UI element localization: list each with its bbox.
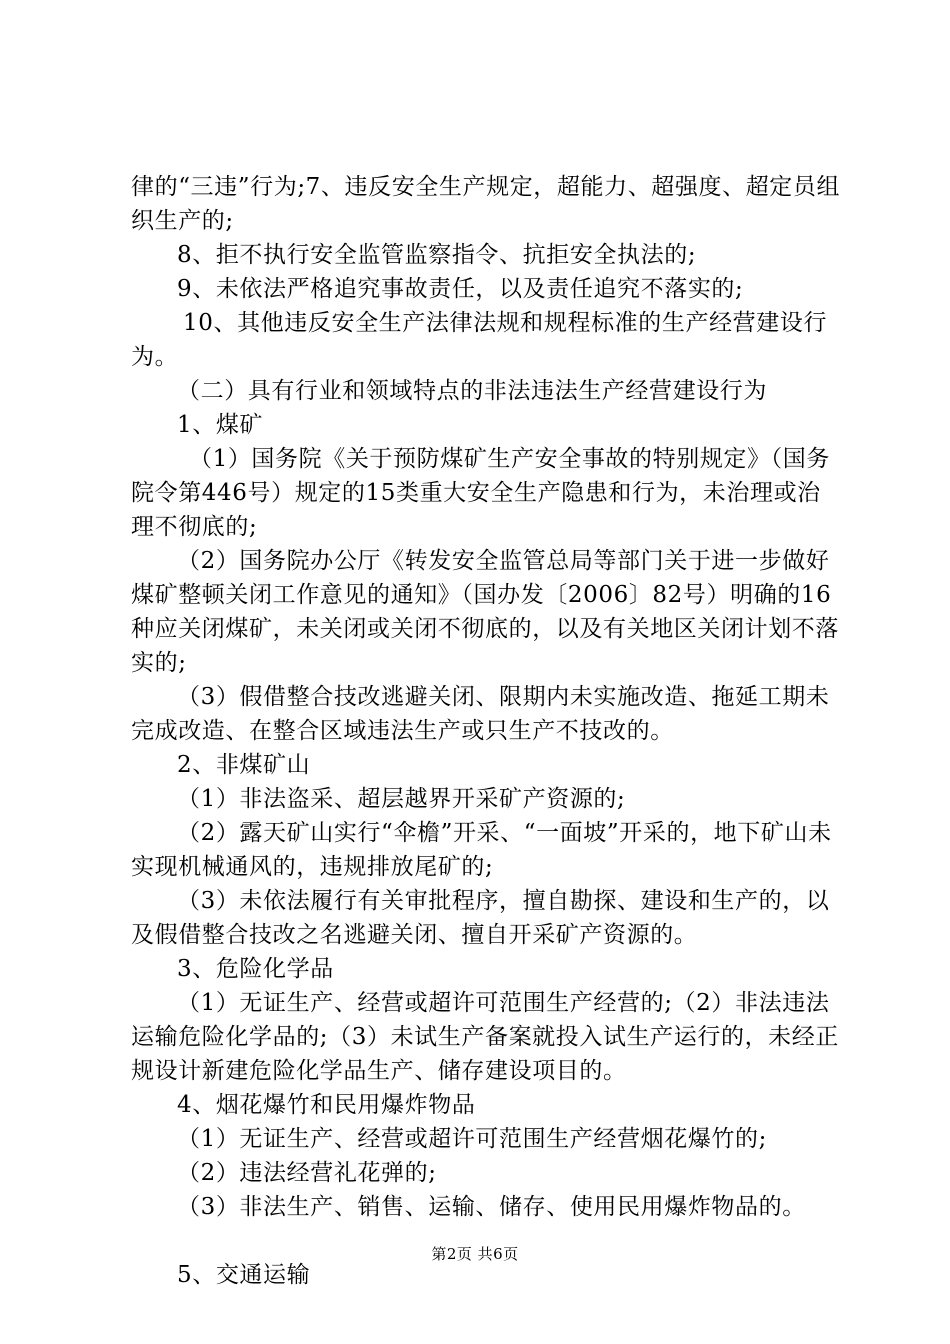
document-body bbox=[131, 170, 841, 1292]
paragraph: （1）无证生产、经营或超许可范围生产经营的;（2）非法违法运输危险化学品的;（3）未试生产备案就投入试生产运行的，未经正规设计新建危险化学品生产、储存建设项目的。 bbox=[131, 990, 839, 1084]
paragraph: （1）无证生产、经营或超许可范围生产经营烟花爆竹的; bbox=[177, 1126, 767, 1152]
subsection-heading: 3、危险化学品 bbox=[177, 956, 334, 982]
paragraph: （2）露天矿山实行“伞檐”开采、“一面坡”开采的，地下矿山未实现机械通风的，违规排放尾矿的; bbox=[131, 820, 832, 880]
section-heading: （二）具有行业和领域特点的非法违法生产经营建设行为 bbox=[177, 378, 767, 404]
paragraph: （2）国务院办公厅《转发安全监管总局等部门关于进一步做好煤矿整顿关闭工作意见的通知》（国办发〔2006〕82号）明确的16种应关闭煤矿，未关闭或关闭不彻底的，以及有关地区关闭计划不落实的; bbox=[131, 548, 839, 676]
subsection-heading: 5、交通运输 bbox=[177, 1262, 311, 1288]
paragraph: （2）违法经营礼花弹的; bbox=[177, 1160, 437, 1186]
subsection-heading: 4、烟花爆竹和民用爆炸物品 bbox=[177, 1092, 476, 1118]
paragraph: （3）非法生产、销售、运输、储存、使用民用爆炸物品的。 bbox=[177, 1194, 806, 1220]
paragraph: 10、其他违反安全生产法律法规和规程标准的生产经营建设行为。 bbox=[131, 310, 828, 370]
paragraph: （3）假借整合技改逃避关闭、限期内未实施改造、拖延工期未完成改造、在整合区域违法生产或只生产不技改的。 bbox=[131, 684, 830, 744]
paragraph: 8、拒不执行安全监管监察指令、抗拒安全执法的; bbox=[177, 242, 697, 268]
paragraph: （1）国务院《关于预防煤矿生产安全事故的特别规定》（国务院令第446号）规定的15类重大安全生产隐患和行为，未治理或治理不彻底的; bbox=[131, 446, 830, 540]
subsection-heading: 1、煤矿 bbox=[177, 412, 264, 438]
paragraph: 9、未依法严格追究事故责任，以及责任追究不落实的; bbox=[177, 276, 744, 302]
paragraph: 律的“三违”行为;7、违反安全生产规定，超能力、超强度、超定员组织生产的; bbox=[131, 174, 841, 234]
paragraph: （1）非法盗采、超层越界开采矿产资源的; bbox=[177, 786, 626, 812]
paragraph: （3）未依法履行有关审批程序，擅自勘探、建设和生产的，以及假借整合技改之名逃避关闭、擅自开采矿产资源的。 bbox=[131, 888, 830, 948]
subsection-heading: 2、非煤矿山 bbox=[177, 752, 311, 778]
page-footer: 第2页 共6页 bbox=[431, 1245, 519, 1263]
